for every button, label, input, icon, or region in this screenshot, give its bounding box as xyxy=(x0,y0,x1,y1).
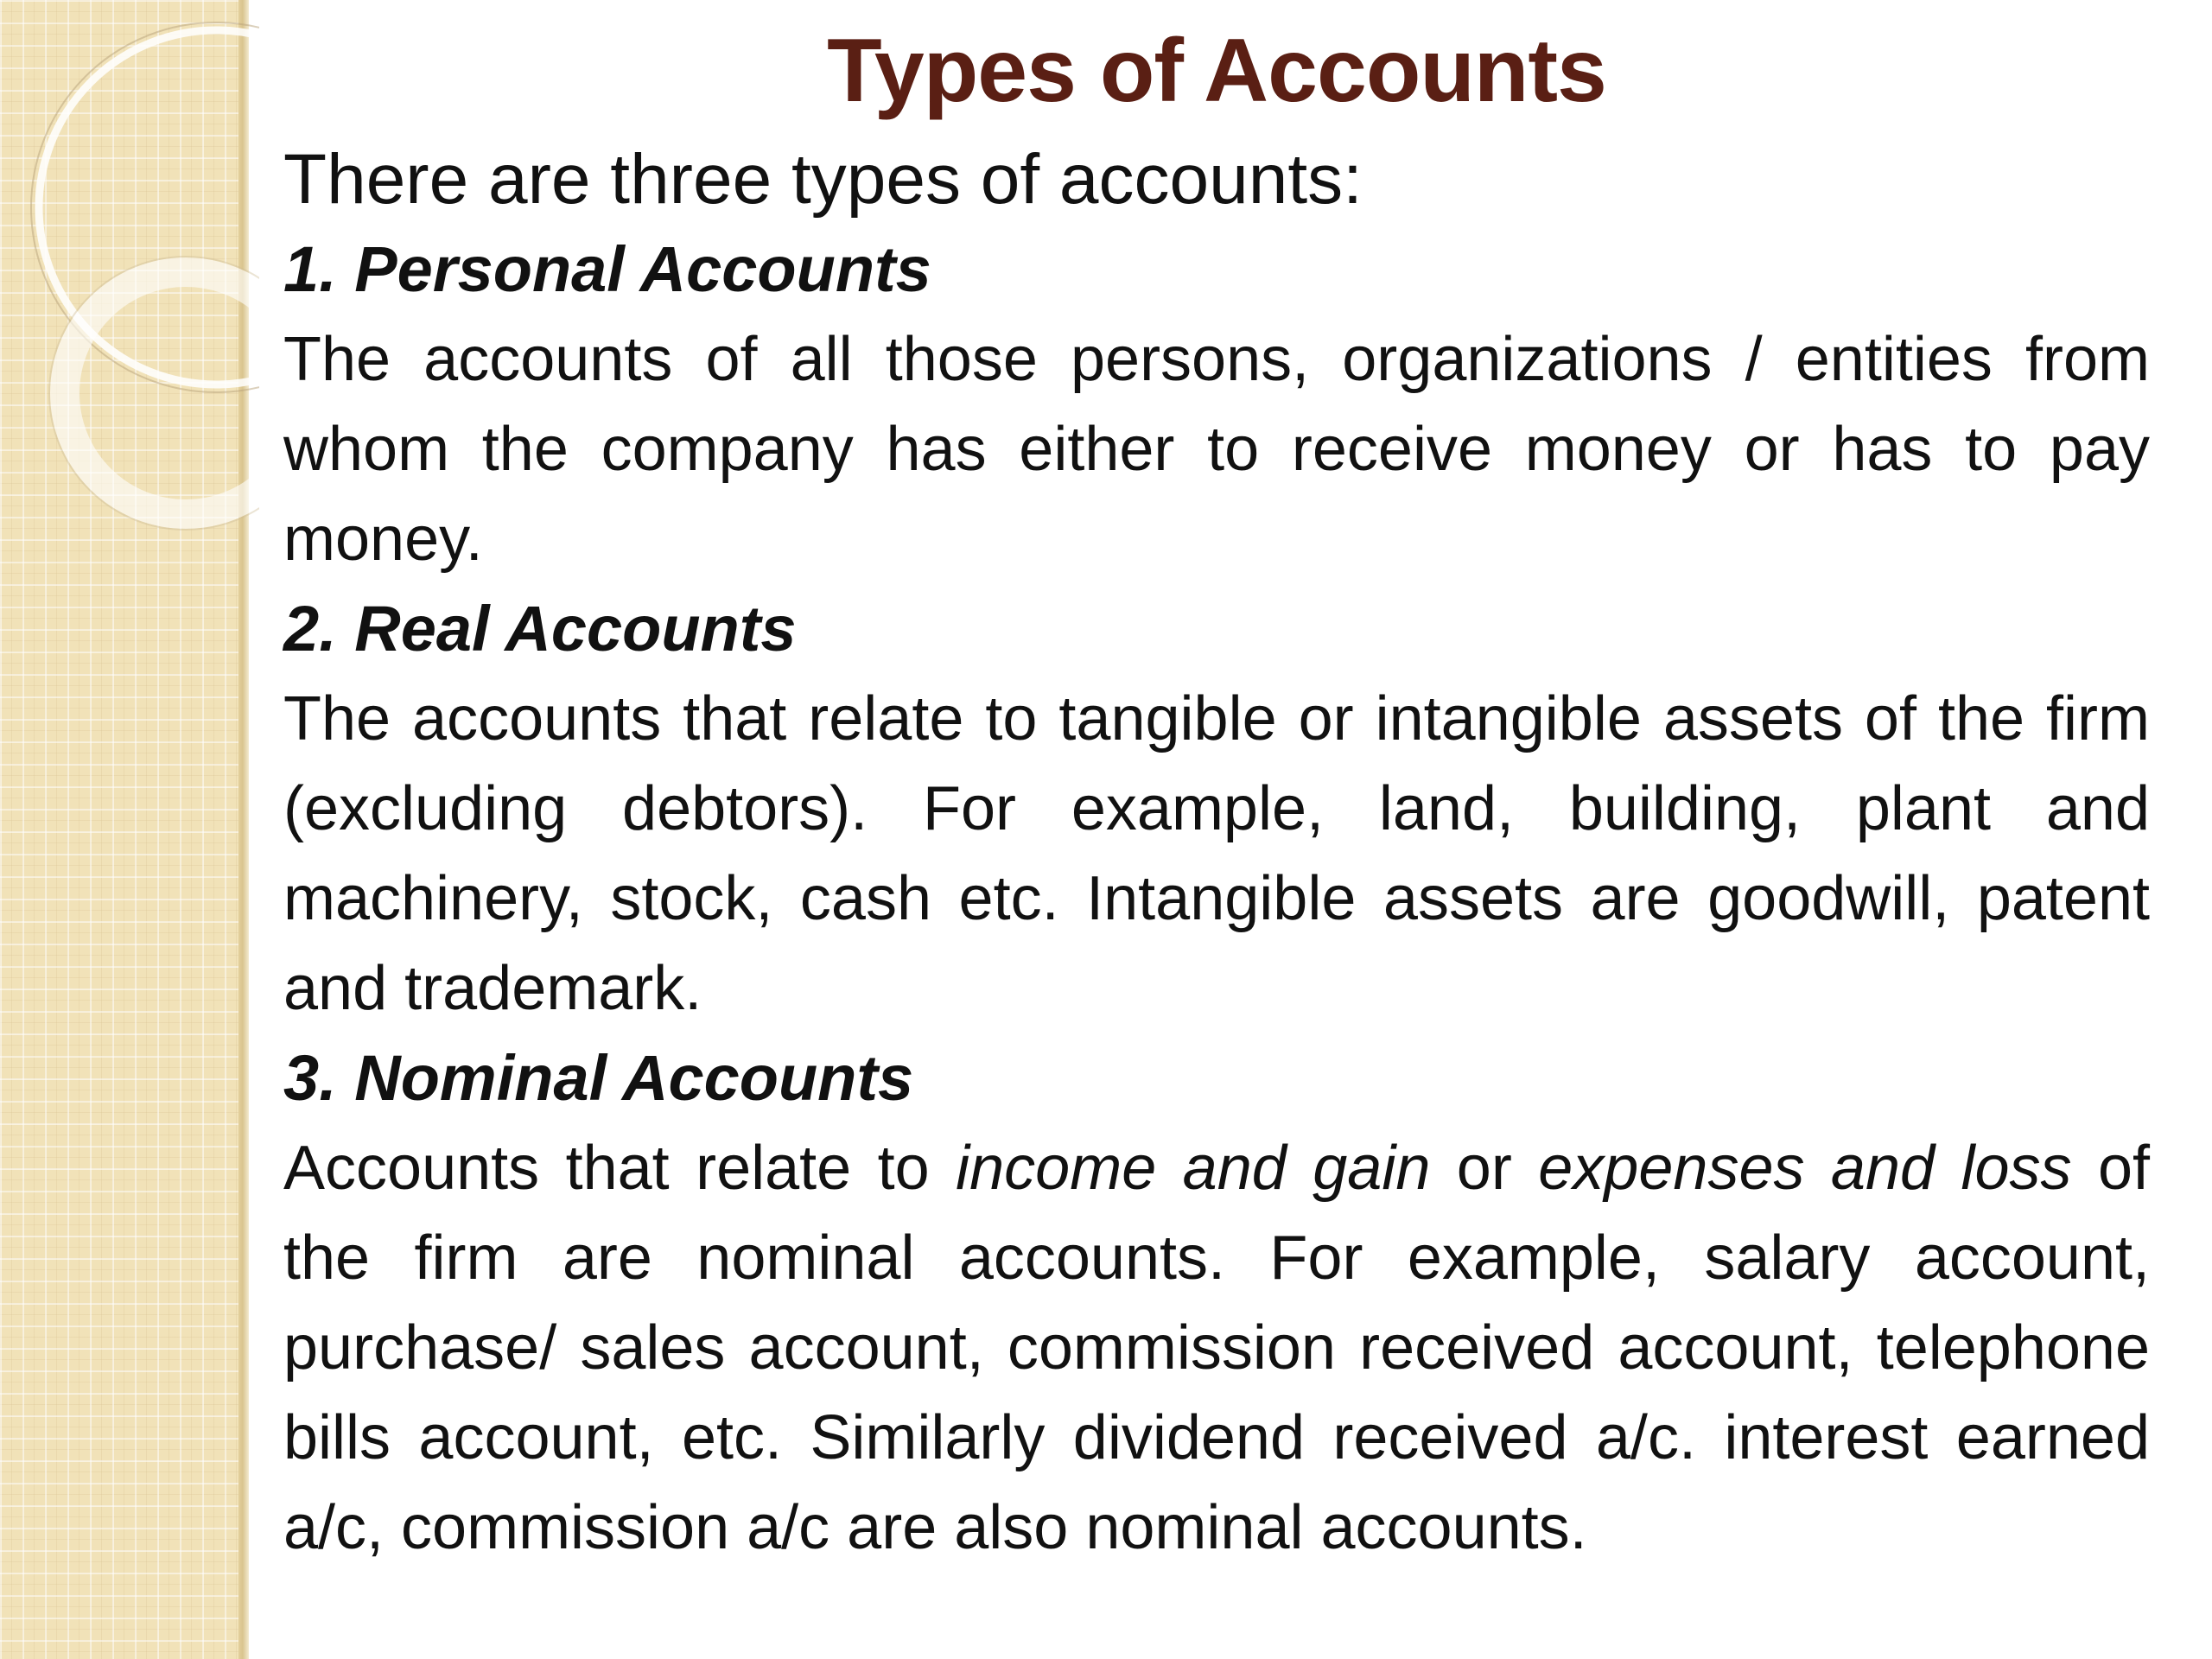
section-heading-nominal: 3. Nominal Accounts xyxy=(283,1042,914,1114)
section-text-nominal xyxy=(283,1123,2150,1573)
section-text-real: The accounts that relate to tangible or intangible assets of the firm (excluding debtors). For example, land, building, plant and machinery, stock, cash etc. Intangible assets are goodwill, patent and trademark. xyxy=(283,684,2150,1023)
nominal-text-em2: expenses and loss xyxy=(1538,1134,2072,1203)
decorative-rings-icon xyxy=(0,0,259,605)
slide-content xyxy=(283,19,2150,1573)
section-heading-real: 2. Real Accounts xyxy=(283,593,797,664)
intro-text: There are three types of accounts: xyxy=(283,140,1363,219)
section-heading-personal: 1. Personal Accounts xyxy=(283,233,931,305)
nominal-text-part2: or xyxy=(1430,1134,1539,1203)
nominal-text-part3: of the firm are nominal accounts. For example, salary account, purchase/ sales account, commission received account, telephone bills account, etc. Similarly dividend received a/c. interest earned a/c, commission a/c are also nominal accounts. xyxy=(283,1134,2150,1562)
section-text-personal: The accounts of all those persons, organizations / entities from whom the company has either to receive money or has to pay money. xyxy=(283,325,2150,574)
nominal-text-em1: income and gain xyxy=(956,1134,1431,1203)
nominal-text-part1: Accounts that relate to xyxy=(283,1134,957,1203)
slide-title: Types of Accounts xyxy=(827,21,1606,121)
